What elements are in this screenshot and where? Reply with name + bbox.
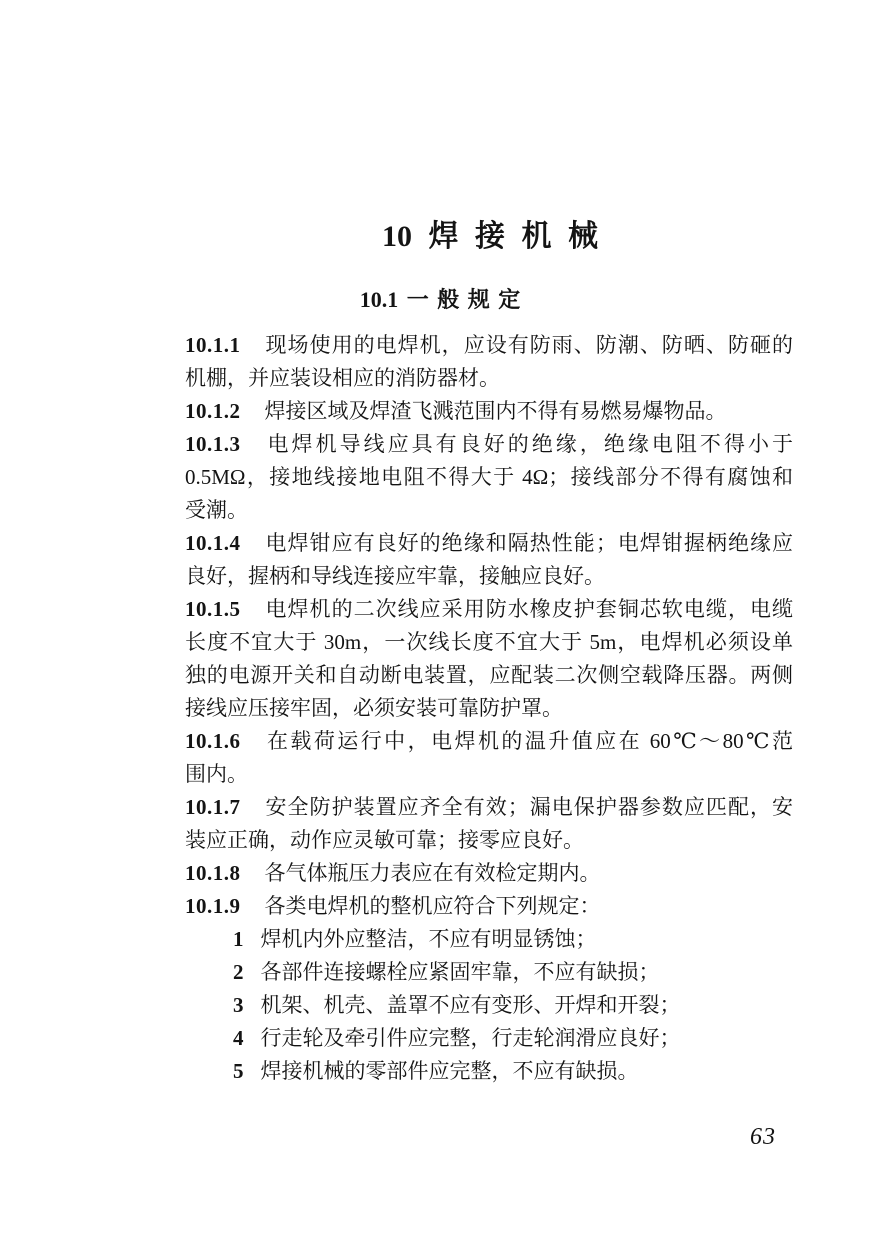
clause-10-1-5-line-1 (185, 593, 793, 626)
list-item-text: 各部件连接螺栓应紧固牢靠，不应有缺损； (260, 960, 660, 984)
list-item-number: 3 (233, 993, 244, 1017)
clause-text: 电焊机导线应具有良好的绝缘，绝缘电阻不得小于 (264, 432, 793, 456)
clause-10-1-6-line-1 (185, 725, 793, 758)
clause-text: 现场使用的电焊机，应设有防雨、防潮、防晒、防砸的 (264, 333, 793, 357)
clause-10-1-5-line-4: 接线应压接牢固，必须安装可靠防护罩。 (185, 696, 563, 720)
clause-number: 10.1.3 (185, 432, 241, 456)
clause-number: 10.1.5 (185, 597, 241, 621)
body-text (185, 329, 793, 1088)
list-item-number: 2 (233, 960, 244, 984)
clause-10-1-5-line-3: 独的电源开关和自动断电装置，应配装二次侧空载降压器。两侧 (185, 663, 793, 687)
clause-number: 10.1.1 (185, 333, 241, 357)
list-item-text: 机架、机壳、盖罩不应有变形、开焊和开裂； (260, 993, 681, 1017)
clause-text: 电焊机的二次线应采用防水橡皮护套铜芯软电缆，电缆 (264, 597, 793, 621)
clause-text: 安全防护装置应齐全有效；漏电保护器参数应匹配，安 (264, 795, 793, 819)
list-item-number: 5 (233, 1059, 244, 1083)
list-item-2 (185, 956, 793, 989)
clause-number: 10.1.2 (185, 399, 241, 423)
clause-10-1-1-line-1 (185, 329, 793, 362)
list-item-number: 1 (233, 927, 244, 951)
clause-number: 10.1.7 (185, 795, 241, 819)
list-item-number: 4 (233, 1026, 244, 1050)
clause-text: 各类电焊机的整机应符合下列规定： (264, 894, 601, 918)
clause-10-1-5-line-2: 长度不宜大于 30m，一次线长度不宜大于 5m，电焊机必须设单 (185, 630, 793, 654)
clause-number: 10.1.8 (185, 861, 241, 885)
clause-10-1-7-line-2: 装应正确，动作应灵敏可靠；接零应良好。 (185, 828, 584, 852)
clause-10-1-6-line-2: 围内。 (185, 762, 248, 786)
clause-number: 10.1.9 (185, 894, 241, 918)
clause-10-1-2-line-1 (185, 395, 793, 428)
clause-text: 各气体瓶压力表应在有效检定期内。 (264, 861, 601, 885)
section-heading: 10.1 一 般 规 定 (359, 287, 521, 312)
chapter-heading: 10 焊 接 机 械 (382, 220, 598, 253)
list-item-text: 行走轮及牵引件应完整，行走轮润滑应良好； (260, 1026, 681, 1050)
clause-10-1-4-line-2: 良好，握柄和导线连接应牢靠，接触应良好。 (185, 564, 605, 588)
list-item-1 (185, 923, 793, 956)
list-item-4 (185, 1022, 793, 1055)
list-item-5 (185, 1055, 793, 1088)
clause-10-1-7-line-1 (185, 791, 793, 824)
clause-10-1-1-line-2: 机棚，并应装设相应的消防器材。 (185, 366, 500, 390)
clause-text: 在载荷运行中，电焊机的温升值应在 60℃～80℃范 (264, 729, 793, 753)
clause-number: 10.1.6 (185, 729, 241, 753)
clause-10-1-3-line-3: 受潮。 (185, 498, 248, 522)
clause-text: 电焊钳应有良好的绝缘和隔热性能；电焊钳握柄绝缘应 (264, 531, 793, 555)
page-number: 63 (750, 1124, 776, 1150)
clause-text: 焊接区域及焊渣飞溅范围内不得有易燃易爆物品。 (264, 399, 727, 423)
list-item-text: 焊接机械的零部件应完整，不应有缺损。 (260, 1059, 639, 1083)
list-item-3 (185, 989, 793, 1022)
clause-10-1-9-line-1 (185, 890, 793, 923)
clause-10-1-8-line-1 (185, 857, 793, 890)
clause-number: 10.1.4 (185, 531, 241, 555)
clause-10-1-3-line-2: 0.5MΩ，接地线接地电阻不得大于 4Ω；接线部分不得有腐蚀和 (185, 465, 793, 489)
list-item-text: 焊机内外应整洁，不应有明显锈蚀； (260, 927, 597, 951)
clause-10-1-4-line-1 (185, 527, 793, 560)
clause-10-1-3-line-1 (185, 428, 793, 461)
